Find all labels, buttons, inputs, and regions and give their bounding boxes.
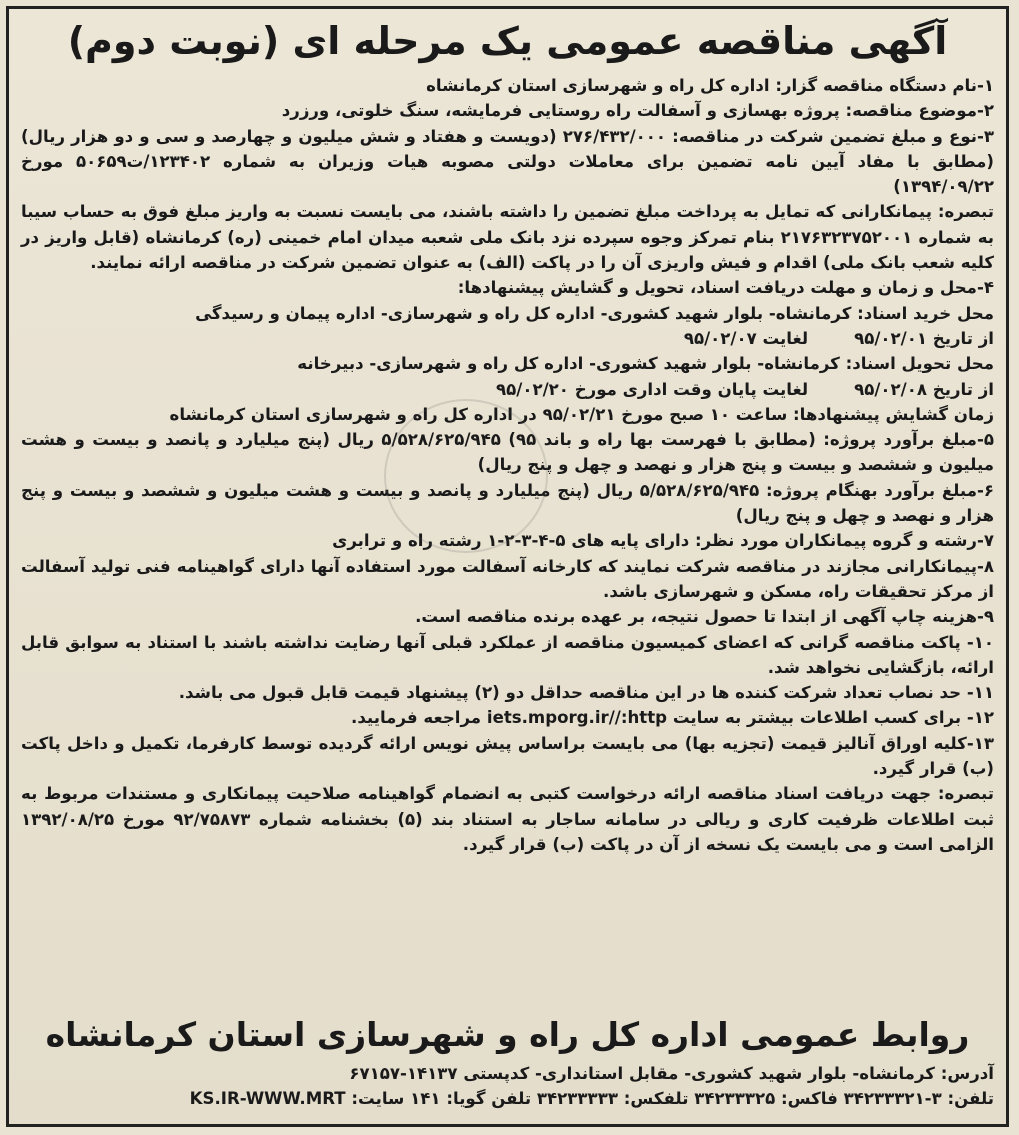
item-11: ۱۱- حد نصاب تعداد شرکت کننده ها در این مناقصه حداقل دو (۲) پیشنهاد قیمت قابل قبول می باشد. (178, 683, 994, 703)
item-12: ۱۲- برای کسب اطلاعات بیشتر به سایت iets.mporg.ir//:http مراجعه فرمایید. (351, 708, 994, 728)
item-9: ۹-هزینه چاپ آگهی از ابتدا تا حصول نتیجه، بر عهده برنده مناقصه است. (415, 607, 994, 627)
contact-footer (21, 1061, 994, 1111)
purchase-location: محل خرید اسناد: کرمانشاه- بلوار شهید کشوری- اداره کل راه و شهرسازی- اداره پیمان و رسیدگی (195, 303, 994, 323)
delivery-dates (21, 377, 994, 402)
item-2: ۲-موضوع مناقصه: پروژه بهسازی و آسفالت راه روستایی فرمایشه، سنگ خلوتی، ورزرد (281, 101, 994, 121)
item-5: ۵-مبلغ برآورد پروژه: (مطابق با فهرست بها راه و باند ۹۵) ۵/۵۲۸/۶۲۵/۹۴۵ ریال (پنج میلیارد و پانصد و بیست و هشت میلیون و ششصد و بیست و پنج هزار و نهصد و چهل و پنج ریال) (21, 430, 994, 475)
organization-name: روابط عمومی اداره کل راه و شهرسازی استان کرمانشاه (45, 1015, 970, 1054)
purchase-dates (21, 326, 994, 351)
item-8: ۸-پیمانکارانی مجازند در مناقصه شرکت نمایند که کارخانه آسفالت مورد استفاده آنها دارای گواهینامه فنی تولید آسفالت از مرکز تحقیقات راه، مسکن و شهرسازی باشد. (21, 556, 994, 601)
item-10: ۱۰- پاکت مناقصه گرانی که اعضای کمیسیون مناقصه از عملکرد قبلی آنها رضایت نداشته باشند با استناد به سوابق قابل ارائه، بازگشایی نخواهد شد. (21, 632, 994, 677)
address-line: آدرس: کرمانشاه- بلوار شهید کشوری- مقابل استانداری- کدپستی ۱۴۱۳۷-۶۷۱۵۷ (349, 1064, 994, 1083)
delivery-location: محل تحویل اسناد: کرمانشاه- بلوار شهید کشوری- اداره کل راه و شهرسازی- دبیرخانه (297, 354, 994, 374)
item-3: ۳-نوع و مبلغ تضمین شرکت در مناقصه: ۲۷۶/۴۳۲/۰۰۰ (دویست و هفتاد و شش میلیون و چهارصد و سی و دو هزار ریال) (مطابق با مفاد آیین نامه تضمین برای معاملات دولتی مصوبه هیات وزیران به شماره ۱۲۳۴۰۲/ت۵۰۶۵۹ مورخ ۱۳۹۴/۰۹/۲۲) (21, 126, 994, 197)
page-title: آگهی مناقصه عمومی یک مرحله ای (نوبت دوم) (67, 19, 948, 63)
item-1: ۱-نام دستگاه مناقصه گزار: اداره کل راه و شهرسازی استان کرمانشاه (426, 76, 994, 95)
note-guarantee: تبصره: پیمانکارانی که تمایل به پرداخت مبلغ تضمین را داشته باشند، می بایست نسبت به واریز مبلغ فوق به حساب سیبا به شماره ۲۱۷۶۳۲۳۷۵۲۰۰۱ بنام تمرکز وجوه سپرده نزد بانک ملی شعبه میدان امام خمینی (ره) کرمانشاه (قابل واریز در کلیه شعب بانک ملی) اقدام و فیش واریزی آن را در پاکت (الف) به عنوان تضمین شرکت در مناقصه ارائه نمایند. (21, 202, 994, 273)
item-4: ۴-محل و زمان و مهلت دریافت اسناد، تحویل و گشایش پیشنهادها: (457, 278, 994, 298)
contact-line: تلفن: ۳-۳۴۲۳۳۳۲۱ فاکس: ۳۴۲۳۳۳۲۵ تلفکس: ۳۴۲۳۳۳۳۳ تلفن گویا: ۱۴۱ سایت: KS.IR-WWW.MRT (189, 1089, 994, 1108)
delivery-date-to: لغایت پایان وقت اداری مورخ ۹۵/۰۲/۲۰ (496, 379, 809, 399)
advertisement-body (21, 73, 994, 857)
advertisement-sheet (6, 6, 1009, 1127)
item-6: ۶-مبلغ برآورد بهنگام پروژه: ۵/۵۲۸/۶۲۵/۹۴۵ ریال (پنج میلیارد و پانصد و بیست و هشت میلیون و ششصد و بیست و پنج هزار و نهصد و چهل و پنج ریال) (21, 480, 994, 526)
opening-time: زمان گشایش پیشنهادها: ساعت ۱۰ صبح مورخ ۹۵/۰۲/۲۱ در اداره کل راه و شهرسازی استان کرمانشاه (169, 404, 994, 424)
purchase-date-to: لغایت ۹۵/۰۲/۰۷ (683, 328, 809, 348)
item-7: ۷-رشته و گروه پیمانکاران مورد نظر: دارای پایه های ۵-۴-۳-۲-۱ رشته راه و ترابری (332, 531, 994, 551)
delivery-date-from: از تاریخ ۹۵/۰۲/۰۸ (854, 379, 994, 399)
purchase-date-from: از تاریخ ۹۵/۰۲/۰۱ (854, 328, 994, 348)
item-13: ۱۳-کلیه اوراق آنالیز قیمت (تجزیه بها) می بایست براساس پیش نویس ارائه گردیده توسط کارفرما، تکمیل و داخل پاکت (ب) قرار گیرد. (21, 733, 994, 779)
note-documents: تبصره: جهت دریافت اسناد مناقصه ارائه درخواست کتبی به انضمام گواهینامه صلاحیت پیمانکاری و مستندات مربوط به ثبت اطلاعات ظرفیت کاری و ریالی در سامانه ساجار به استناد بند (۵) بخشنامه شماره ۹۲/۷۵۸۷۳ مورخ ۱۳۹۲/۰۸/۲۵ الزامی است و می بایست یک نسخه از آن در پاکت (ب) قرار گیرد. (21, 784, 994, 854)
